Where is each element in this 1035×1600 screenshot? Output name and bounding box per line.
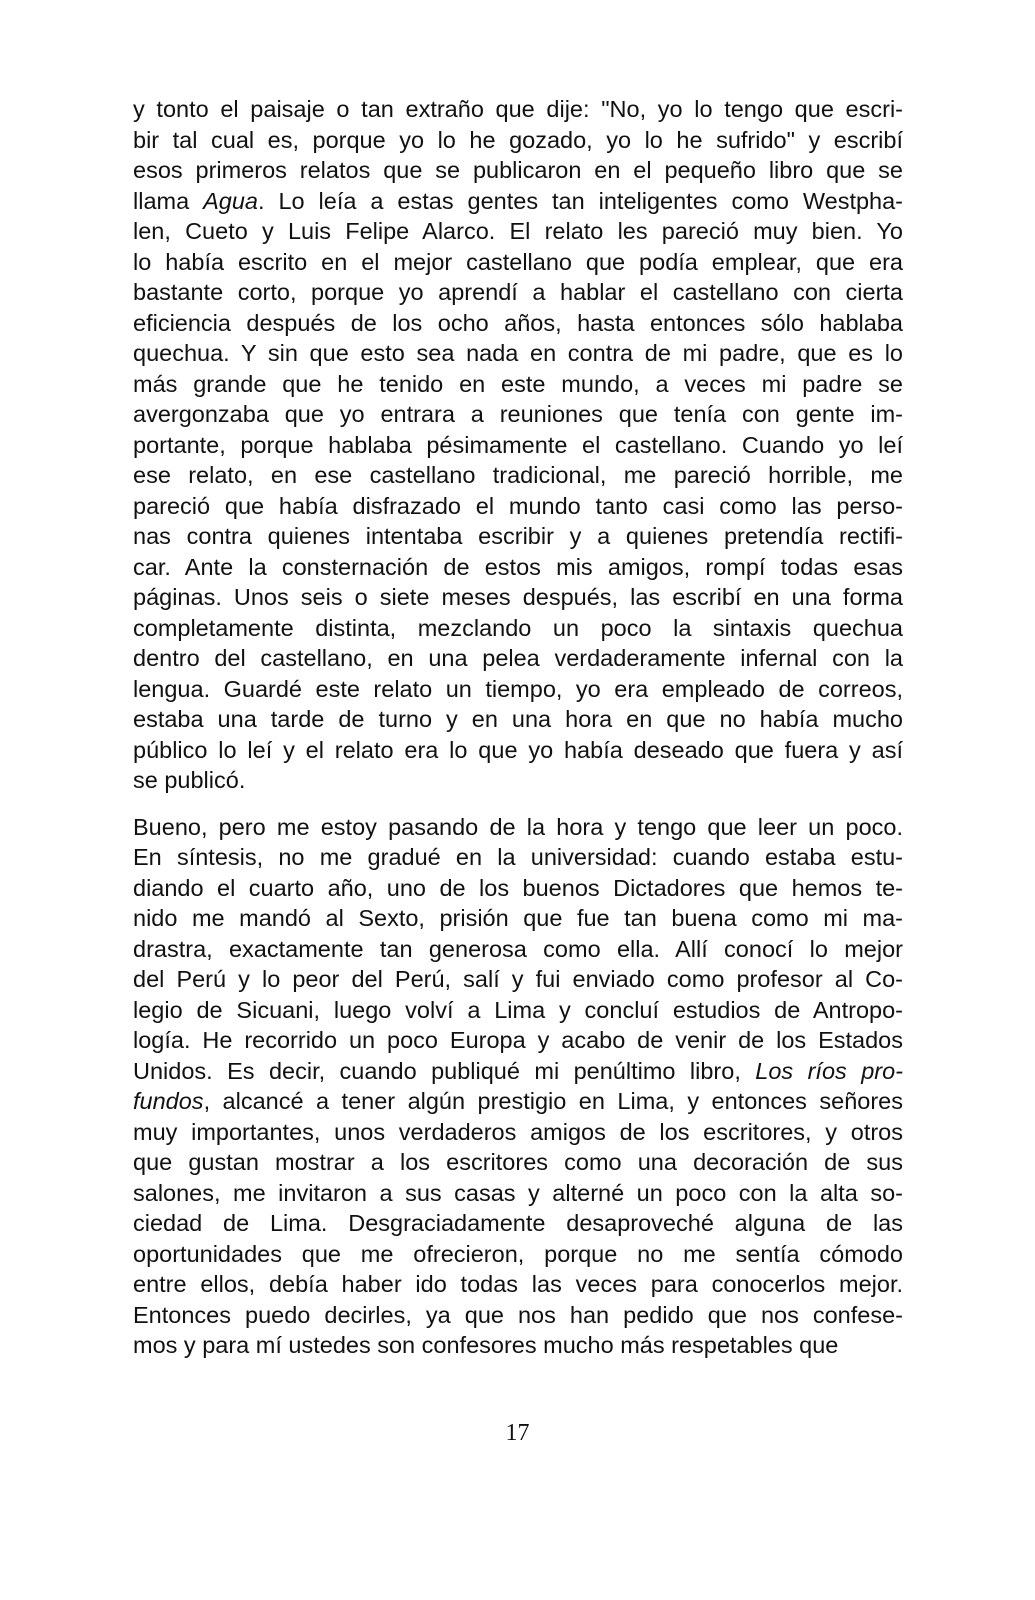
text-line: avergonzaba que yo entrara a reuniones que tenía con gente im- [133,401,903,427]
text-line: lengua. Guardé este relato un tiempo, yo era empleado de correos, [133,675,903,702]
text-line: se publicó. [133,767,246,793]
text-line: nido me mandó al Sexto, prisión que fue tan buena como mi ma- [133,905,903,931]
text-line: ese relato, en ese castellano tradicional, me pareció horrible, me [133,462,903,488]
text-line: más grande que he tenido en este mundo, a veces mi padre se [133,370,903,397]
book-title-italic: Agua [203,187,258,214]
text-line: legio de Sicuani, luego volví a Lima y concluí estudios de Antropo- [133,996,903,1023]
text-line: eficiencia después de los ocho años, hasta entonces sólo hablaba [133,309,903,336]
text-line: entre ellos, debía haber ido todas las veces para conocerlos mejor. [133,1271,903,1297]
text-run: , alcancé a tener algún prestigio en Lima, y entonces señores [203,1088,903,1114]
book-title-italic: Los ríos pro- [755,1057,903,1084]
text-line: pareció que había disfrazado el mundo tanto casi como las perso- [133,492,903,519]
text-run: llama [133,187,204,214]
text-line: portante, porque hablaba pésimamente el castellano. Cuando yo leí [133,431,903,458]
text-line: logía. He recorrido un poco Europa y acabo de venir de los Estados [133,1027,903,1053]
text-line: quechua. Y sin que esto sea nada en contra de mi padre, que es lo [133,340,903,366]
text-line [133,186,903,217]
text-line: salones, me invitaron a sus casas y alterné un poco con la alta so- [133,1179,903,1206]
text-line: muy importantes, unos verdaderos amigos de los escritores, y otros [133,1118,903,1145]
text-line: car. Ante la consternación de estos mis amigos, rompí todas esas [133,553,903,580]
text-line: bastante corto, porque yo aprendí a hablar el castellano con cierta [133,279,903,305]
text-line: oportunidades que me ofrecieron, porque no me sentía cómodo [133,1240,903,1267]
text-run: . Lo leía a estas gentes tan inteligentes como Westpha- [258,187,904,214]
text-line: y tonto el paisaje o tan extraño que dije: "No, yo lo tengo que escri- [133,96,903,122]
text-run: Unidos. Es decir, cuando publiqué mi penúltimo libro, [133,1057,756,1084]
text-line: mos y para mí ustedes son confesores mucho más respetables que [133,1332,839,1358]
paragraph [133,812,903,1361]
text-line: bir tal cual es, porque yo lo he gozado, yo lo he sufrido" y escribí [133,126,903,153]
text-line [133,1056,903,1087]
paragraph [133,94,903,796]
text-line: completamente distinta, mezclando un poco la sintaxis quechua [133,614,903,641]
text-line: esos primeros relatos que se publicaron en el pequeño libro que se [133,157,903,183]
text-line: público lo leí y el relato era lo que yo había deseado que fuera y así [133,736,903,763]
text-line: ciedad de Lima. Desgraciadamente desaproveché alguna de las [133,1210,903,1236]
text-line [133,1086,903,1117]
text-line: del Perú y lo peor del Perú, salí y fui enviado como profesor al Co- [133,966,903,992]
text-line: nas contra quienes intentaba escribir y a quienes pretendía rectifi- [133,523,903,549]
text-line: lo había escrito en el mejor castellano que podía emplear, que era [133,248,903,275]
text-line: drastra, exactamente tan generosa como ella. Allí conocí lo mejor [133,935,903,962]
text-line: Entonces puedo decirles, ya que nos han pedido que nos confese- [133,1301,903,1328]
text-line: que gustan mostrar a los escritores como una decoración de sus [133,1149,903,1175]
text-line: En síntesis, no me gradué en la universidad: cuando estaba estu- [133,844,903,870]
text-line: diando el cuarto año, uno de los buenos Dictadores que hemos te- [133,874,903,901]
book-title-italic: fundos [133,1088,204,1114]
text-line: dentro del castellano, en una pelea verdaderamente infernal con la [133,645,903,671]
body-text [133,94,903,1361]
text-line: Bueno, pero me estoy pasando de la hora y tengo que leer un poco. [133,813,903,840]
text-line: páginas. Unos seis o siete meses después, las escribí en una forma [133,584,903,610]
text-line: estaba una tarde de turno y en una hora en que no había mucho [133,706,903,732]
page-number: 17 [505,1420,530,1446]
text-line: len, Cueto y Luis Felipe Alarco. El relato les pareció muy bien. Yo [133,218,903,244]
